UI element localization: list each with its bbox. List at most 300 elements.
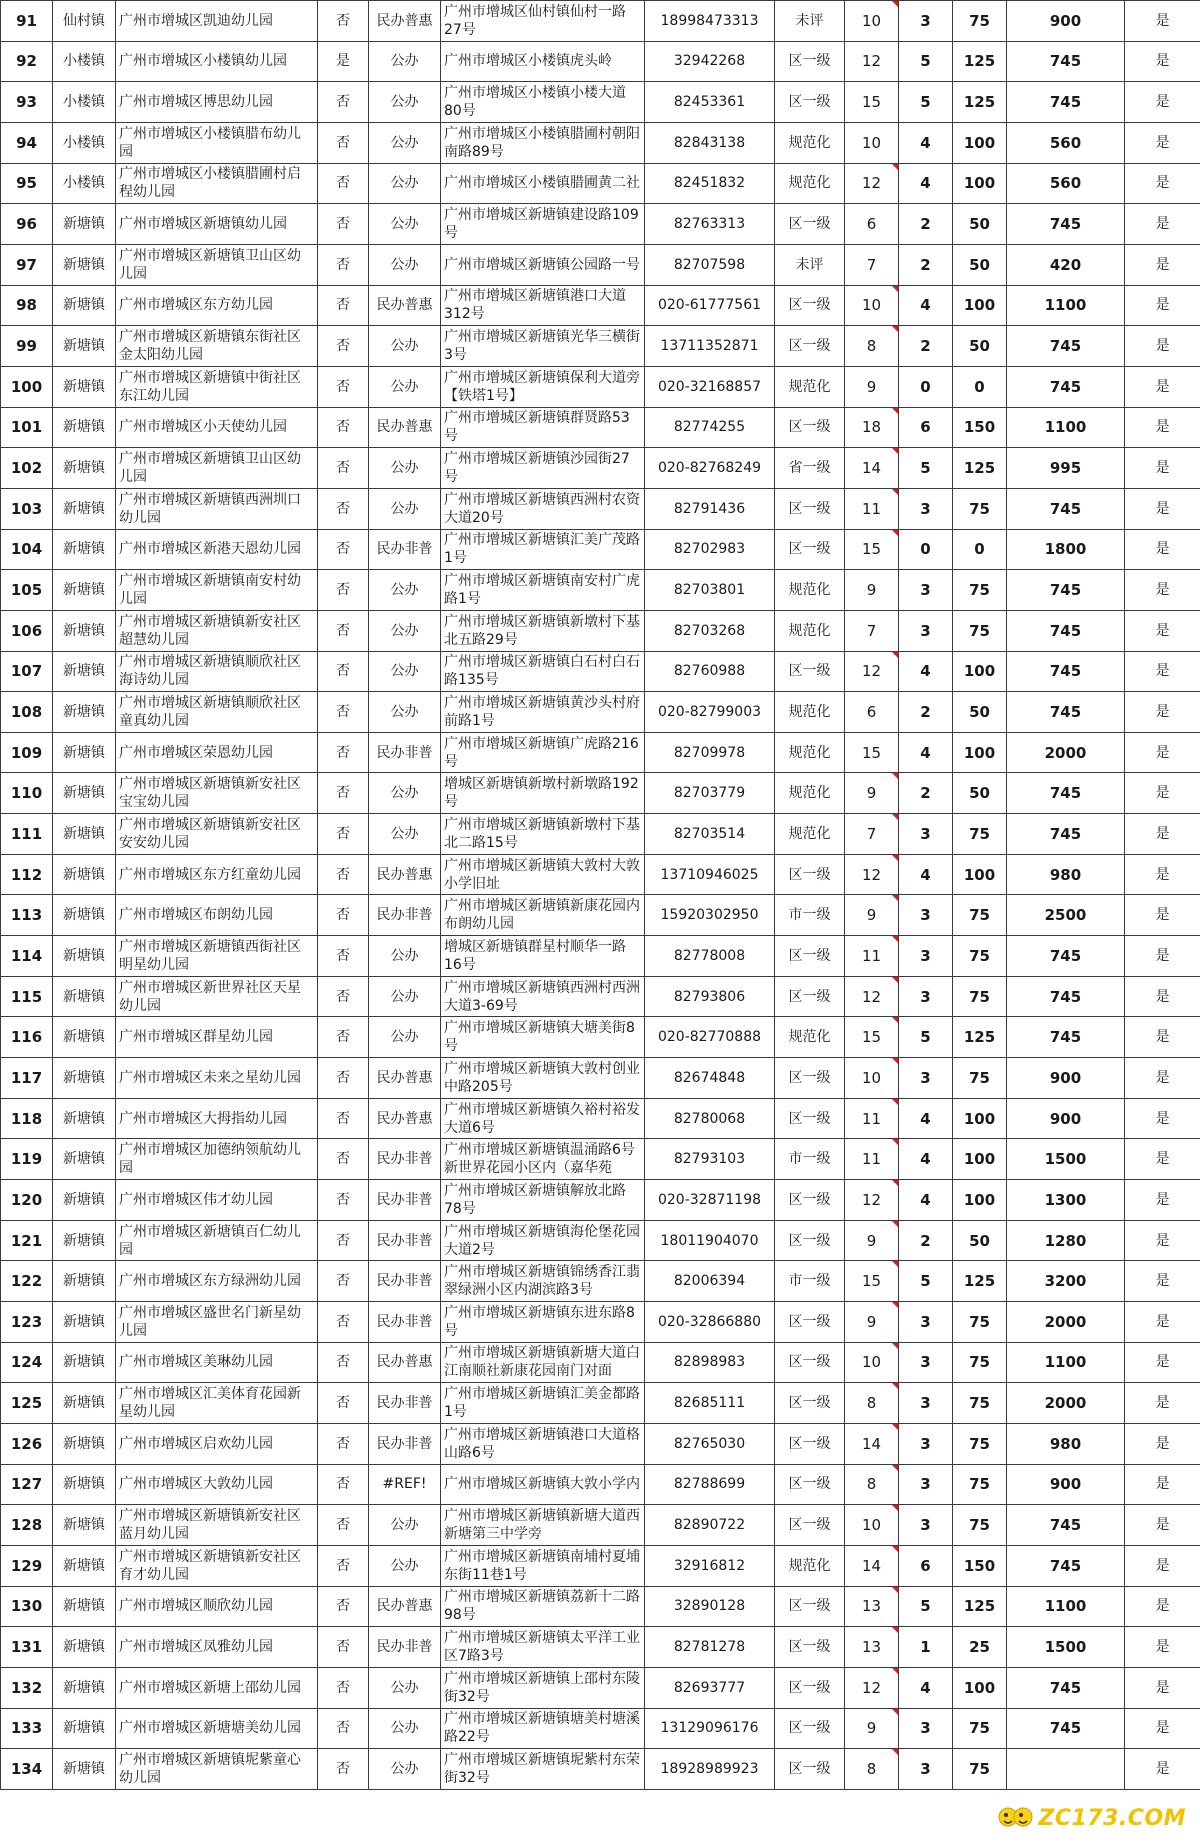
cell-phone: 82793806 bbox=[645, 976, 775, 1017]
cell-places: 50 bbox=[953, 326, 1007, 367]
cell-class-count: 5 bbox=[899, 1586, 953, 1627]
cell-fee: 2000 bbox=[1007, 732, 1125, 773]
cell-fee: 980 bbox=[1007, 1423, 1125, 1464]
cell-address: 增城区新塘镇新墩村新墩路192号 bbox=[441, 773, 645, 814]
cell-rating-level: 规范化 bbox=[775, 163, 845, 204]
table-row bbox=[1, 326, 1200, 367]
cell-address: 广州市增城区新塘镇汇美金都路1号 bbox=[441, 1383, 645, 1424]
cell-eligible: 是 bbox=[1125, 163, 1200, 204]
cell-capacity: 12 bbox=[845, 41, 899, 82]
cell-fee: 420 bbox=[1007, 244, 1125, 285]
cell-class-count: 3 bbox=[899, 1708, 953, 1749]
cell-places: 100 bbox=[953, 732, 1007, 773]
table-row bbox=[1, 1586, 1200, 1627]
cell-address: 广州市增城区新塘镇大敦小学内 bbox=[441, 1464, 645, 1505]
cell-is-demo: 否 bbox=[318, 1180, 369, 1221]
cell-kindergarten-name: 广州市增城区凤雅幼儿园 bbox=[116, 1627, 318, 1668]
cell-places: 125 bbox=[953, 448, 1007, 489]
cell-phone: 82453361 bbox=[645, 82, 775, 123]
cell-school-type: 民办普惠 bbox=[369, 1098, 441, 1139]
cell-fee: 900 bbox=[1007, 1, 1125, 42]
cell-is-demo: 否 bbox=[318, 773, 369, 814]
cell-kindergarten-name: 广州市增城区小天使幼儿园 bbox=[116, 407, 318, 448]
table-row bbox=[1, 366, 1200, 407]
cell-address: 广州市增城区新塘镇新塘大道白江南顺社新康花园南门对面 bbox=[441, 1342, 645, 1383]
cell-class-count: 6 bbox=[899, 407, 953, 448]
cell-row-number: 98 bbox=[1, 285, 53, 326]
cell-rating-level: 规范化 bbox=[775, 122, 845, 163]
cell-town: 新塘镇 bbox=[53, 1423, 116, 1464]
cell-phone: 020-82799003 bbox=[645, 692, 775, 733]
cell-school-type: 公办 bbox=[369, 82, 441, 123]
cell-class-count: 5 bbox=[899, 448, 953, 489]
cell-row-number: 126 bbox=[1, 1423, 53, 1464]
cell-school-type: 民办非普 bbox=[369, 1302, 441, 1343]
cell-places: 75 bbox=[953, 814, 1007, 855]
cell-address: 广州市增城区新塘镇沙园街27号 bbox=[441, 448, 645, 489]
cell-row-number: 103 bbox=[1, 488, 53, 529]
cell-capacity: 15 bbox=[845, 1017, 899, 1058]
cell-address: 广州市增城区新塘镇上邵村东陵街32号 bbox=[441, 1667, 645, 1708]
cell-rating-level: 区一级 bbox=[775, 1302, 845, 1343]
cell-rating-level: 规范化 bbox=[775, 732, 845, 773]
cell-class-count: 1 bbox=[899, 1627, 953, 1668]
cell-places: 100 bbox=[953, 163, 1007, 204]
cell-fee: 1280 bbox=[1007, 1220, 1125, 1261]
cell-eligible: 是 bbox=[1125, 1058, 1200, 1099]
cell-rating-level: 市一级 bbox=[775, 1139, 845, 1180]
cell-is-demo: 否 bbox=[318, 1017, 369, 1058]
cell-address: 广州市增城区新塘镇太平洋工业区7路3号 bbox=[441, 1627, 645, 1668]
cell-kindergarten-name: 广州市增城区凯迪幼儿园 bbox=[116, 1, 318, 42]
cell-kindergarten-name: 广州市增城区小楼镇腊圃村启程幼儿园 bbox=[116, 163, 318, 204]
cell-row-number: 117 bbox=[1, 1058, 53, 1099]
cell-town: 新塘镇 bbox=[53, 1017, 116, 1058]
table-row bbox=[1, 651, 1200, 692]
cell-kindergarten-name: 广州市增城区新塘镇百仁幼儿园 bbox=[116, 1220, 318, 1261]
cell-fee: 745 bbox=[1007, 82, 1125, 123]
cell-school-type: 民办普惠 bbox=[369, 1, 441, 42]
watermark bbox=[990, 1800, 1192, 1836]
cell-kindergarten-name: 广州市增城区伟才幼儿园 bbox=[116, 1180, 318, 1221]
cell-kindergarten-name: 广州市增城区布朗幼儿园 bbox=[116, 895, 318, 936]
cell-places: 50 bbox=[953, 692, 1007, 733]
cell-row-number: 109 bbox=[1, 732, 53, 773]
cell-phone: 13711352871 bbox=[645, 326, 775, 367]
cell-fee: 1100 bbox=[1007, 407, 1125, 448]
table-row bbox=[1, 41, 1200, 82]
cell-eligible: 是 bbox=[1125, 1220, 1200, 1261]
cell-rating-level: 区一级 bbox=[775, 1058, 845, 1099]
cell-row-number: 102 bbox=[1, 448, 53, 489]
cell-fee: 745 bbox=[1007, 976, 1125, 1017]
cell-is-demo: 否 bbox=[318, 448, 369, 489]
cell-school-type: 公办 bbox=[369, 244, 441, 285]
table-row bbox=[1, 82, 1200, 123]
table-row bbox=[1, 1261, 1200, 1302]
cell-phone: 82843138 bbox=[645, 122, 775, 163]
cell-phone: 020-61777561 bbox=[645, 285, 775, 326]
cell-capacity: 14 bbox=[845, 448, 899, 489]
cell-address: 广州市增城区新塘镇建设路109号 bbox=[441, 204, 645, 245]
cell-rating-level: 区一级 bbox=[775, 1342, 845, 1383]
cell-town: 新塘镇 bbox=[53, 1139, 116, 1180]
cell-town: 新塘镇 bbox=[53, 1586, 116, 1627]
cell-school-type: 公办 bbox=[369, 570, 441, 611]
cell-school-type: 公办 bbox=[369, 1545, 441, 1586]
cell-town: 新塘镇 bbox=[53, 1058, 116, 1099]
cell-school-type: 公办 bbox=[369, 488, 441, 529]
table-row bbox=[1, 285, 1200, 326]
cell-capacity: 11 bbox=[845, 488, 899, 529]
cell-town: 新塘镇 bbox=[53, 895, 116, 936]
cell-is-demo: 否 bbox=[318, 814, 369, 855]
cell-row-number: 129 bbox=[1, 1545, 53, 1586]
cell-capacity: 9 bbox=[845, 895, 899, 936]
cell-is-demo: 否 bbox=[318, 163, 369, 204]
cell-row-number: 95 bbox=[1, 163, 53, 204]
cell-fee: 745 bbox=[1007, 326, 1125, 367]
table-row bbox=[1, 1708, 1200, 1749]
cell-school-type: 民办普惠 bbox=[369, 854, 441, 895]
cell-town: 新塘镇 bbox=[53, 488, 116, 529]
cell-phone: 020-32168857 bbox=[645, 366, 775, 407]
cell-address: 广州市增城区新塘镇荔新十二路98号 bbox=[441, 1586, 645, 1627]
cell-school-type: 公办 bbox=[369, 1017, 441, 1058]
cell-rating-level: 区一级 bbox=[775, 854, 845, 895]
table-row bbox=[1, 1058, 1200, 1099]
cell-eligible: 是 bbox=[1125, 854, 1200, 895]
cell-row-number: 133 bbox=[1, 1708, 53, 1749]
cell-class-count: 4 bbox=[899, 1667, 953, 1708]
cell-row-number: 115 bbox=[1, 976, 53, 1017]
cell-row-number: 101 bbox=[1, 407, 53, 448]
cell-rating-level: 区一级 bbox=[775, 407, 845, 448]
cell-phone: 82774255 bbox=[645, 407, 775, 448]
cell-rating-level: 区一级 bbox=[775, 976, 845, 1017]
cell-kindergarten-name: 广州市增城区新塘镇幼儿园 bbox=[116, 204, 318, 245]
cell-rating-level: 区一级 bbox=[775, 651, 845, 692]
cell-rating-level: 规范化 bbox=[775, 814, 845, 855]
cell-town: 新塘镇 bbox=[53, 692, 116, 733]
cell-fee: 745 bbox=[1007, 651, 1125, 692]
cell-class-count: 2 bbox=[899, 1220, 953, 1261]
cell-fee: 1500 bbox=[1007, 1627, 1125, 1668]
cell-kindergarten-name: 广州市增城区新塘镇新安社区安安幼儿园 bbox=[116, 814, 318, 855]
cell-town: 新塘镇 bbox=[53, 326, 116, 367]
cell-capacity: 10 bbox=[845, 1058, 899, 1099]
cell-eligible: 是 bbox=[1125, 1017, 1200, 1058]
cell-is-demo: 否 bbox=[318, 529, 369, 570]
cell-eligible: 是 bbox=[1125, 1545, 1200, 1586]
cell-school-type: 公办 bbox=[369, 1749, 441, 1790]
cell-rating-level: 区一级 bbox=[775, 1749, 845, 1790]
cell-eligible: 是 bbox=[1125, 1505, 1200, 1546]
cell-places: 75 bbox=[953, 1383, 1007, 1424]
cell-is-demo: 否 bbox=[318, 1220, 369, 1261]
cell-phone: 82674848 bbox=[645, 1058, 775, 1099]
cell-row-number: 91 bbox=[1, 1, 53, 42]
cell-kindergarten-name: 广州市增城区新塘镇新安社区超慧幼儿园 bbox=[116, 610, 318, 651]
cell-rating-level: 区一级 bbox=[775, 1708, 845, 1749]
cell-capacity: 7 bbox=[845, 610, 899, 651]
table-row bbox=[1, 570, 1200, 611]
cell-eligible: 是 bbox=[1125, 326, 1200, 367]
cell-class-count: 3 bbox=[899, 814, 953, 855]
cell-eligible: 是 bbox=[1125, 1423, 1200, 1464]
table-body bbox=[1, 1, 1200, 1790]
cell-class-count: 6 bbox=[899, 1545, 953, 1586]
cell-eligible: 是 bbox=[1125, 1098, 1200, 1139]
cell-school-type: 民办非普 bbox=[369, 1423, 441, 1464]
cell-phone: 82781278 bbox=[645, 1627, 775, 1668]
cell-phone: 32916812 bbox=[645, 1545, 775, 1586]
cell-is-demo: 否 bbox=[318, 651, 369, 692]
cell-rating-level: 市一级 bbox=[775, 895, 845, 936]
cell-class-count: 4 bbox=[899, 651, 953, 692]
cell-is-demo: 否 bbox=[318, 570, 369, 611]
cell-places: 75 bbox=[953, 488, 1007, 529]
cell-address: 广州市增城区新塘镇汇美广茂路1号 bbox=[441, 529, 645, 570]
cell-phone: 82702983 bbox=[645, 529, 775, 570]
cell-class-count: 2 bbox=[899, 773, 953, 814]
cell-rating-level: 区一级 bbox=[775, 1220, 845, 1261]
cell-eligible: 是 bbox=[1125, 1180, 1200, 1221]
cell-address: 广州市增城区新塘镇坭紫村东荣街32号 bbox=[441, 1749, 645, 1790]
cell-school-type: 民办非普 bbox=[369, 1383, 441, 1424]
cell-school-type: 公办 bbox=[369, 366, 441, 407]
table-row bbox=[1, 1342, 1200, 1383]
cell-rating-level: 区一级 bbox=[775, 529, 845, 570]
cell-class-count: 3 bbox=[899, 610, 953, 651]
cell-is-demo: 否 bbox=[318, 854, 369, 895]
cell-address: 广州市增城区仙村镇仙村一路27号 bbox=[441, 1, 645, 42]
cell-class-count: 4 bbox=[899, 1098, 953, 1139]
cell-school-type: 民办普惠 bbox=[369, 1586, 441, 1627]
cell-row-number: 93 bbox=[1, 82, 53, 123]
cell-capacity: 15 bbox=[845, 82, 899, 123]
cell-town: 新塘镇 bbox=[53, 285, 116, 326]
cell-class-count: 4 bbox=[899, 285, 953, 326]
cell-phone: 82703514 bbox=[645, 814, 775, 855]
table-row bbox=[1, 773, 1200, 814]
cell-eligible: 是 bbox=[1125, 936, 1200, 977]
cell-row-number: 107 bbox=[1, 651, 53, 692]
cell-places: 0 bbox=[953, 529, 1007, 570]
table-row bbox=[1, 1423, 1200, 1464]
cell-fee: 980 bbox=[1007, 854, 1125, 895]
cell-kindergarten-name: 广州市增城区大敦幼儿园 bbox=[116, 1464, 318, 1505]
cell-phone: 82703801 bbox=[645, 570, 775, 611]
cell-places: 75 bbox=[953, 1749, 1007, 1790]
cell-phone: 13710946025 bbox=[645, 854, 775, 895]
cell-row-number: 122 bbox=[1, 1261, 53, 1302]
cell-row-number: 118 bbox=[1, 1098, 53, 1139]
cell-fee: 745 bbox=[1007, 610, 1125, 651]
cell-places: 100 bbox=[953, 122, 1007, 163]
cell-school-type: 公办 bbox=[369, 773, 441, 814]
cell-is-demo: 否 bbox=[318, 1545, 369, 1586]
cell-town: 新塘镇 bbox=[53, 854, 116, 895]
cell-fee: 560 bbox=[1007, 163, 1125, 204]
cell-places: 100 bbox=[953, 1139, 1007, 1180]
cell-capacity: 9 bbox=[845, 366, 899, 407]
cell-is-demo: 否 bbox=[318, 285, 369, 326]
table-row bbox=[1, 1220, 1200, 1261]
cell-town: 新塘镇 bbox=[53, 244, 116, 285]
cell-phone: 82763313 bbox=[645, 204, 775, 245]
table-row bbox=[1, 1545, 1200, 1586]
cell-rating-level: 区一级 bbox=[775, 1627, 845, 1668]
cell-is-demo: 否 bbox=[318, 204, 369, 245]
cell-places: 100 bbox=[953, 1098, 1007, 1139]
table-row bbox=[1, 1667, 1200, 1708]
cell-phone: 82707598 bbox=[645, 244, 775, 285]
cell-school-type: 公办 bbox=[369, 163, 441, 204]
cell-address: 广州市增城区新塘镇新墩村下基北二路15号 bbox=[441, 814, 645, 855]
cell-class-count: 4 bbox=[899, 854, 953, 895]
cell-fee: 1100 bbox=[1007, 285, 1125, 326]
cell-class-count: 2 bbox=[899, 244, 953, 285]
cell-fee: 745 bbox=[1007, 1505, 1125, 1546]
cell-rating-level: 区一级 bbox=[775, 1423, 845, 1464]
table-row bbox=[1, 732, 1200, 773]
cell-phone: 82780068 bbox=[645, 1098, 775, 1139]
cell-school-type: 民办非普 bbox=[369, 1139, 441, 1180]
cell-school-type: 民办普惠 bbox=[369, 285, 441, 326]
cell-kindergarten-name: 广州市增城区新塘镇西街社区明星幼儿园 bbox=[116, 936, 318, 977]
cell-address: 广州市增城区新塘镇海伦堡花园大道2号 bbox=[441, 1220, 645, 1261]
cell-capacity: 10 bbox=[845, 285, 899, 326]
cell-phone: 18011904070 bbox=[645, 1220, 775, 1261]
cell-is-demo: 否 bbox=[318, 610, 369, 651]
table-row bbox=[1, 692, 1200, 733]
cell-capacity: 12 bbox=[845, 163, 899, 204]
cell-fee: 745 bbox=[1007, 1017, 1125, 1058]
cell-is-demo: 否 bbox=[318, 1383, 369, 1424]
cell-eligible: 是 bbox=[1125, 529, 1200, 570]
cell-school-type: #REF! bbox=[369, 1464, 441, 1505]
cell-rating-level: 区一级 bbox=[775, 1505, 845, 1546]
cell-address: 广州市增城区新塘镇黄沙头村府前路1号 bbox=[441, 692, 645, 733]
cell-places: 125 bbox=[953, 41, 1007, 82]
cell-kindergarten-name: 广州市增城区大拇指幼儿园 bbox=[116, 1098, 318, 1139]
cell-fee: 1800 bbox=[1007, 529, 1125, 570]
cell-capacity: 9 bbox=[845, 1708, 899, 1749]
cell-rating-level: 区一级 bbox=[775, 1180, 845, 1221]
cell-address: 增城区新塘镇群星村顺华一路16号 bbox=[441, 936, 645, 977]
cell-address: 广州市增城区新塘镇南安村广虎路1号 bbox=[441, 570, 645, 611]
cell-is-demo: 否 bbox=[318, 895, 369, 936]
cell-capacity: 8 bbox=[845, 1383, 899, 1424]
cell-phone: 82760988 bbox=[645, 651, 775, 692]
cell-places: 75 bbox=[953, 1708, 1007, 1749]
cell-places: 125 bbox=[953, 1586, 1007, 1627]
cell-school-type: 公办 bbox=[369, 1708, 441, 1749]
cell-eligible: 是 bbox=[1125, 204, 1200, 245]
cell-town: 新塘镇 bbox=[53, 448, 116, 489]
cell-places: 150 bbox=[953, 1545, 1007, 1586]
cell-school-type: 公办 bbox=[369, 692, 441, 733]
cell-rating-level: 规范化 bbox=[775, 773, 845, 814]
cell-places: 75 bbox=[953, 610, 1007, 651]
cell-class-count: 3 bbox=[899, 1058, 953, 1099]
cell-class-count: 4 bbox=[899, 163, 953, 204]
cell-address: 广州市增城区新塘镇解放北路78号 bbox=[441, 1180, 645, 1221]
cell-places: 75 bbox=[953, 1505, 1007, 1546]
cell-row-number: 116 bbox=[1, 1017, 53, 1058]
cell-address: 广州市增城区新塘镇广虎路216号 bbox=[441, 732, 645, 773]
cell-school-type: 公办 bbox=[369, 122, 441, 163]
cell-capacity: 14 bbox=[845, 1423, 899, 1464]
table-row bbox=[1, 1180, 1200, 1221]
cell-fee: 900 bbox=[1007, 1098, 1125, 1139]
cell-fee: 560 bbox=[1007, 122, 1125, 163]
cartoon-face-logo-icon bbox=[996, 1803, 1036, 1833]
cell-phone: 82006394 bbox=[645, 1261, 775, 1302]
cell-rating-level: 省一级 bbox=[775, 448, 845, 489]
cell-is-demo: 否 bbox=[318, 1302, 369, 1343]
cell-capacity: 12 bbox=[845, 1180, 899, 1221]
cell-kindergarten-name: 广州市增城区新塘镇西洲圳口幼儿园 bbox=[116, 488, 318, 529]
cell-phone: 020-32866880 bbox=[645, 1302, 775, 1343]
cell-eligible: 是 bbox=[1125, 773, 1200, 814]
cell-phone: 15920302950 bbox=[645, 895, 775, 936]
cell-fee: 2500 bbox=[1007, 895, 1125, 936]
cell-class-count: 4 bbox=[899, 1139, 953, 1180]
cell-class-count: 3 bbox=[899, 1464, 953, 1505]
cell-town: 新塘镇 bbox=[53, 1667, 116, 1708]
cell-rating-level: 规范化 bbox=[775, 610, 845, 651]
cell-town: 新塘镇 bbox=[53, 204, 116, 245]
cell-eligible: 是 bbox=[1125, 895, 1200, 936]
cell-capacity: 12 bbox=[845, 976, 899, 1017]
cell-eligible: 是 bbox=[1125, 1667, 1200, 1708]
cell-row-number: 99 bbox=[1, 326, 53, 367]
cell-rating-level: 规范化 bbox=[775, 1545, 845, 1586]
cell-rating-level: 区一级 bbox=[775, 1098, 845, 1139]
cell-is-demo: 否 bbox=[318, 732, 369, 773]
cell-address: 广州市增城区新塘镇新塘大道西新塘第三中学旁 bbox=[441, 1505, 645, 1546]
cell-class-count: 5 bbox=[899, 82, 953, 123]
cell-eligible: 是 bbox=[1125, 1749, 1200, 1790]
cell-places: 50 bbox=[953, 204, 1007, 245]
cell-address: 广州市增城区新塘镇西洲村西洲大道3-69号 bbox=[441, 976, 645, 1017]
cell-capacity: 10 bbox=[845, 1505, 899, 1546]
cell-town: 小楼镇 bbox=[53, 122, 116, 163]
cell-address: 广州市增城区新塘镇西洲村农资大道20号 bbox=[441, 488, 645, 529]
cell-row-number: 104 bbox=[1, 529, 53, 570]
cell-row-number: 121 bbox=[1, 1220, 53, 1261]
cell-address: 广州市增城区新塘镇塘美村塘溪路22号 bbox=[441, 1708, 645, 1749]
cell-row-number: 96 bbox=[1, 204, 53, 245]
cell-rating-level: 区一级 bbox=[775, 82, 845, 123]
cell-class-count: 5 bbox=[899, 1261, 953, 1302]
cell-eligible: 是 bbox=[1125, 610, 1200, 651]
cell-class-count: 3 bbox=[899, 1423, 953, 1464]
cell-rating-level: 区一级 bbox=[775, 1586, 845, 1627]
cell-is-demo: 否 bbox=[318, 326, 369, 367]
cell-town: 小楼镇 bbox=[53, 82, 116, 123]
cell-kindergarten-name: 广州市增城区东方绿洲幼儿园 bbox=[116, 1261, 318, 1302]
watermark-text: ZC173.COM bbox=[1038, 1805, 1186, 1831]
cell-capacity: 15 bbox=[845, 732, 899, 773]
cell-address: 广州市增城区新塘镇锦绣香江翡翠绿洲小区内湖滨路3号 bbox=[441, 1261, 645, 1302]
cell-town: 新塘镇 bbox=[53, 529, 116, 570]
cell-kindergarten-name: 广州市增城区新塘镇卫山区幼儿园 bbox=[116, 448, 318, 489]
cell-address: 广州市增城区新塘镇新康花园内布朗幼儿园 bbox=[441, 895, 645, 936]
cell-places: 125 bbox=[953, 1017, 1007, 1058]
